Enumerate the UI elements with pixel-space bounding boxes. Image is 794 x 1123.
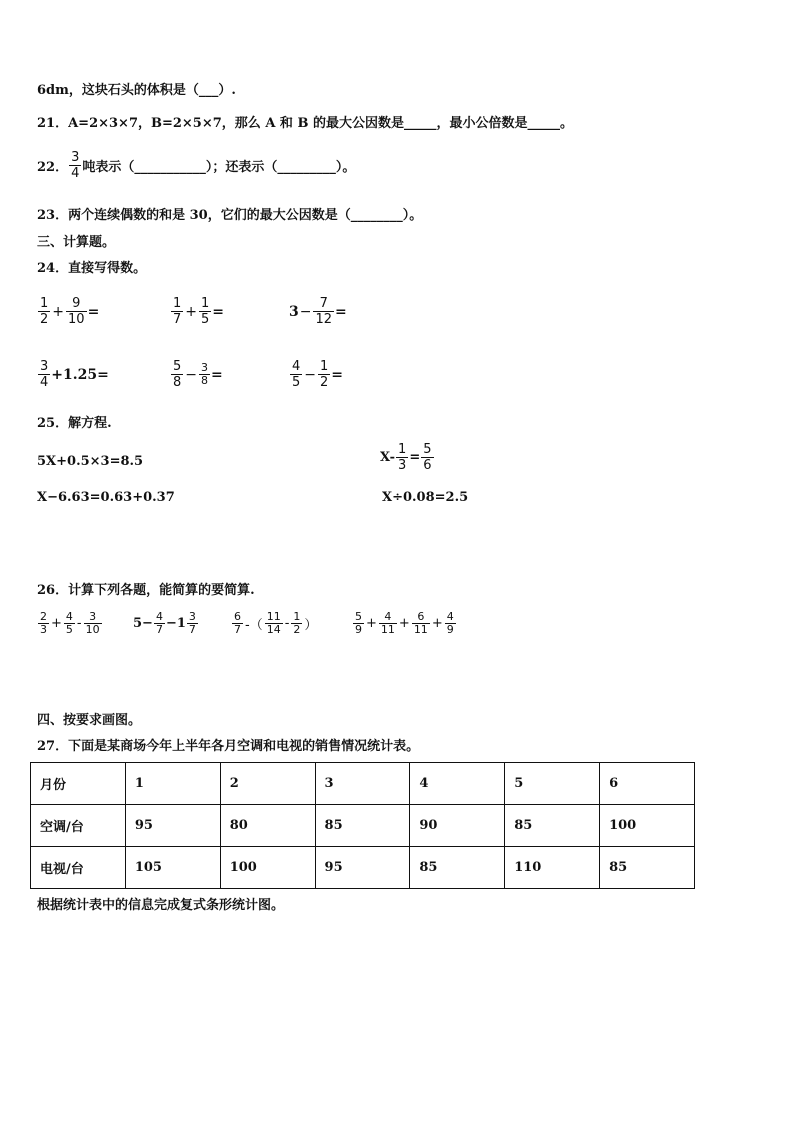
denominator: 3 [40,623,47,636]
fraction [171,296,183,327]
q26-title: 26．计算下列各题，能简算的要简算. [37,583,255,598]
q22-number: 22． [37,160,69,175]
fraction [396,442,408,473]
numerator: 11 [266,610,281,623]
numerator: 1 [173,296,182,311]
table-cell: 空调/台 [31,805,126,847]
q24-item-1 [37,296,99,327]
q22-fraction [69,150,81,181]
fraction [445,611,456,636]
numerator: 1 [40,296,49,311]
denominator: 12 [315,312,333,327]
denominator: 6 [423,458,432,473]
fraction [265,611,283,636]
table-cell: 100 [220,847,315,889]
denominator: 8 [173,375,182,390]
table-cell: 105 [125,847,220,889]
table-cell: 85 [410,847,505,889]
denominator: 7 [173,312,182,327]
fraction [379,611,397,636]
denominator: 14 [266,623,281,636]
equals-sign: = [87,303,100,320]
fraction [84,611,102,636]
q24-item-4 [37,359,109,390]
q26-expression-3 [231,611,318,636]
fraction [154,611,165,636]
q23-text: 23．两个连续偶数的和是 30，它们的最大公因数是（________）。 [37,208,423,223]
expression-tail: +1.25= [51,366,109,383]
denominator: 7 [155,623,163,636]
numerator: 4 [446,610,454,623]
table-cell: 80 [220,805,315,847]
denominator: 5 [292,375,301,390]
denominator: 7 [188,623,196,636]
operator: − [299,303,312,320]
q22-frac-num: 3 [71,150,80,165]
operator: + [185,303,198,320]
fraction [171,359,183,390]
table-row [31,847,695,889]
operator: + [431,616,443,631]
equals-sign: = [335,303,347,320]
table-cell: 90 [410,805,505,847]
fraction [318,359,330,390]
equals-sign: = [211,366,223,383]
table-cell: 3 [315,763,410,805]
operator: + [51,616,62,631]
numerator: 9 [72,296,81,311]
q26-expression-2 [133,611,199,636]
q25-title: 25．解方程. [37,416,112,431]
table-cell: 6 [600,763,695,805]
q24-item-3 [289,296,347,327]
numerator: 4 [292,359,301,374]
fraction [38,611,49,636]
numerator: 3 [201,361,209,374]
operator: − [304,366,317,383]
numerator: 6 [417,610,425,623]
section-4-heading: 四、按要求画图。 [37,713,142,728]
table-row [31,805,695,847]
table-cell: 95 [315,847,410,889]
section-3-heading: 三、计算题。 [37,235,116,250]
table-cell: 85 [505,805,600,847]
numerator: 5 [423,442,432,457]
numerator: 6 [234,610,241,623]
fraction [199,296,211,327]
denominator: 10 [85,623,100,636]
fraction [353,611,364,636]
denominator: 3 [398,458,407,473]
numerator: 1 [398,442,407,457]
table-header-row [31,763,695,805]
q24-title: 24．直接写得数。 [37,261,147,276]
equation-prefix: X- [380,450,396,465]
fraction [199,362,210,387]
q25-equation-4: X÷0.08=2.5 [382,490,469,505]
fraction [38,296,50,327]
numerator: 3 [188,610,196,623]
table-cell: 110 [505,847,600,889]
fraction [187,611,198,636]
numerator: 3 [40,359,49,374]
operator: − [185,366,198,383]
table-cell: 2 [220,763,315,805]
denominator: 9 [355,623,362,636]
table-cell: 电视/台 [31,847,126,889]
q24-item-6 [289,359,343,390]
fraction [291,611,302,636]
table-cell: 85 [315,805,410,847]
sales-table [30,762,695,889]
expression-prefix: 5− [133,616,153,631]
table-cell: 月份 [31,763,126,805]
fraction [38,359,50,390]
operator: + [366,616,377,631]
fraction [412,611,430,636]
numerator: 1 [293,610,301,623]
fraction [64,611,75,636]
numerator: 7 [319,296,328,311]
denominator: 4 [40,375,49,390]
numerator: 4 [65,610,73,623]
q24-item-5 [170,359,223,390]
denominator: 2 [40,312,49,327]
q21-text: 21．A=2×3×7，B=2×5×7，那么 A 和 B 的最大公因数是_____，最小公倍数是_____。 [37,116,573,131]
denominator: 5 [65,623,73,636]
q27-footer-text: 根据统计表中的信息完成复式条形统计图。 [37,898,285,913]
numerator: 5 [355,610,362,623]
denominator: 10 [68,312,85,327]
operator: + [398,616,410,631]
denominator: 11 [380,623,395,636]
numerator: 3 [89,610,97,623]
table-cell: 5 [505,763,600,805]
denominator: 2 [320,375,329,390]
table-cell: 100 [600,805,695,847]
operator: - [76,616,82,631]
q26-expression-4 [352,611,457,636]
denominator: 11 [413,623,428,636]
whole-number: 3 [289,303,299,320]
operator: + [52,303,65,320]
numerator: 5 [173,359,182,374]
q25-equation-1: 5X+0.5×3=8.5 [37,454,144,469]
denominator: 5 [201,312,210,327]
table-cell: 95 [125,805,220,847]
denominator: 2 [293,623,301,636]
operator: - [284,616,290,631]
q27-title: 27．下面是某商场今年上半年各月空调和电视的销售情况统计表。 [37,739,420,754]
numerator: 2 [40,610,47,623]
equals-sign: = [212,303,225,320]
operator: -（ [245,618,263,633]
equals-sign: = [331,366,344,383]
q22-frac-den: 4 [71,166,80,181]
table-cell: 4 [410,763,505,805]
mixed-number-whole: −1 [165,616,186,631]
denominator: 9 [446,623,454,636]
equals-sign: = [409,450,421,465]
numerator: 4 [384,610,392,623]
numerator: 4 [155,610,163,623]
fraction [66,296,87,327]
table-cell: 1 [125,763,220,805]
q22 [37,150,355,181]
denominator: 8 [201,374,209,387]
q25-equation-2 [380,442,435,473]
table-cell: 85 [600,847,695,889]
fraction [290,359,302,390]
closing-paren: ） [304,618,318,633]
q26-expression-1 [37,611,103,636]
fraction [421,442,433,473]
q20-tail-text: 6dm，这块石头的体积是（___）. [37,83,236,98]
numerator: 1 [201,296,210,311]
q22-text: 吨表示（___________）；还表示（_________）。 [82,160,356,175]
fraction [232,611,243,636]
q25-equation-3: X−6.63=0.63+0.37 [37,490,175,505]
q24-item-2 [170,296,224,327]
numerator: 1 [320,359,329,374]
fraction [313,296,334,327]
denominator: 7 [234,623,241,636]
